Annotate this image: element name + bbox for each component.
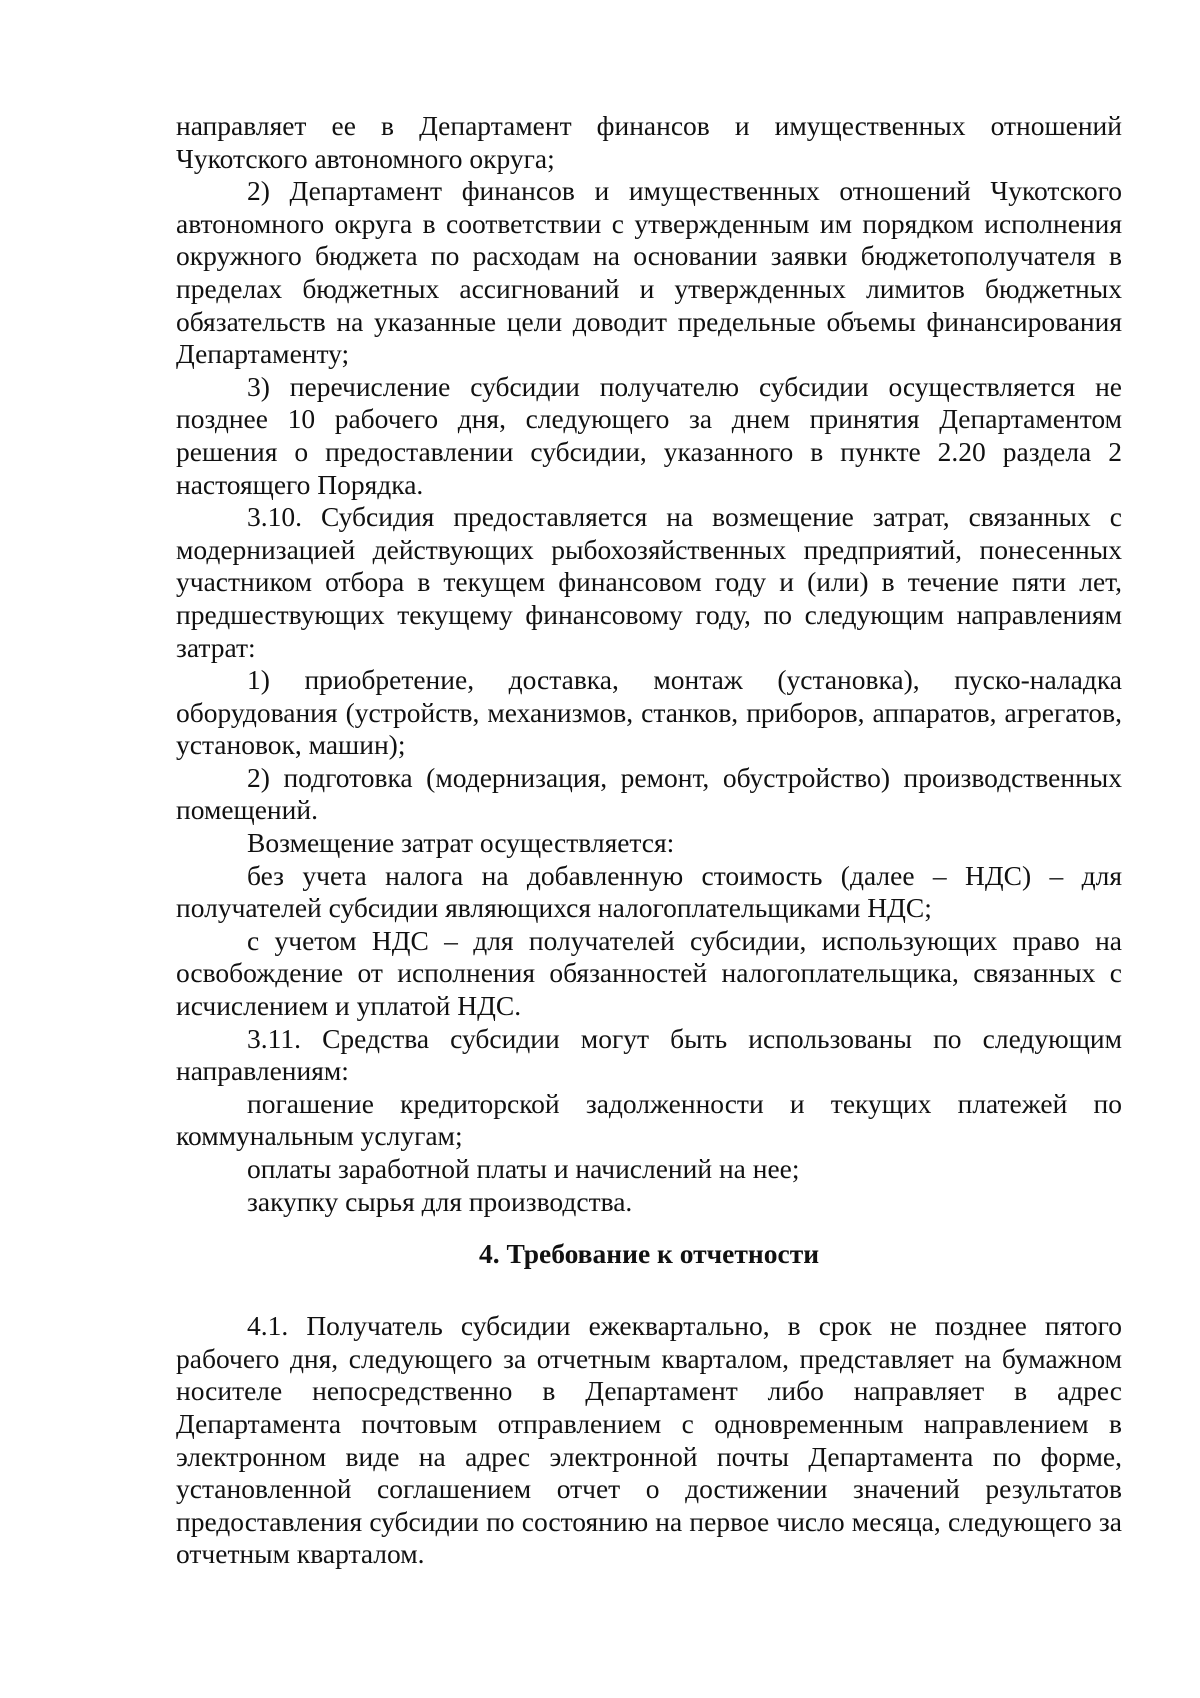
paragraph-cost-item-2-premises: 2) подготовка (модернизация, ремонт, обустройство) производственных помещений.	[176, 761, 1122, 826]
paragraph-without-vat: без учета налога на добавленную стоимость (далее – НДС) – для получателей субсидии являющихся налогоплательщиками НДС;	[176, 859, 1122, 924]
section-heading-reporting: 4. Требование к отчетности	[478, 1238, 820, 1270]
spacer	[176, 1296, 1122, 1310]
paragraph-continuation: направляет ее в Департамент финансов и имущественных отношений Чукотского автономного округа;	[176, 110, 1122, 174]
paragraph-item-3-subsidy-transfer: 3) перечисление субсидии получателю субсидии осуществляется не позднее 10 рабочего дня, следующего за днем принятия Департаментом решения о предоставлении субсидии, указанного в пункте 2.20 раздела 2 настоящего Порядка.	[176, 370, 1122, 500]
paragraph-usage-utilities: погашение кредиторской задолженности и текущих платежей по коммунальным услугам;	[176, 1087, 1122, 1152]
paragraph-3-10-subsidy-purpose: 3.10. Субсидия предоставляется на возмещение затрат, связанных с модернизацией действующих рыбохозяйственных предприятий, понесенных участником отбора в текущем финансовом году и (или) в течение пяти лет, предшествующих текущему финансовому году, по следующим направлениям затрат:	[176, 501, 1122, 663]
paragraph-4-1-reporting: 4.1. Получатель субсидии ежеквартально, в срок не позднее пятого рабочего дня, следующего за отчетным кварталом, представляет на бумажном носителе непосредственно в Департамент либо направляет в адрес Департамента почтовым отправлением с одновременным направлением в электронном виде на адрес электронной почты Департамента по форме, установленной соглашением отчет о достижении значений результатов предоставления субсидии по состоянию на первое число месяца, следующего за отчетным кварталом.	[176, 1310, 1122, 1570]
paragraph-reimbursement-intro: Возмещение затрат осуществляется:	[247, 827, 675, 859]
document-page	[176, 110, 1122, 1571]
paragraph-cost-item-1-equipment: 1) приобретение, доставка, монтаж (установка), пуско-наладка оборудования (устройств, механизмов, станков, приборов, аппаратов, агрегатов, установок, машин);	[176, 664, 1122, 761]
paragraph-item-2-department-finance: 2) Департамент финансов и имущественных отношений Чукотского автономного округа в соответствии с утвержденным им порядком исполнения окружного бюджета по расходам на основании заявки бюджетополучателя в пределах бюджетных ассигнований и утвержденных лимитов бюджетных обязательств на указанные цели доводит предельные объемы финансирования Департаменту;	[176, 175, 1122, 370]
paragraph-3-11-fund-usage: 3.11. Средства субсидии могут быть использованы по следующим направлениям:	[176, 1022, 1122, 1087]
paragraph-usage-salaries: оплаты заработной платы и начислений на нее;	[247, 1153, 800, 1184]
paragraph-with-vat: с учетом НДС – для получателей субсидии, использующих право на освобождение от исполнения обязанностей налогоплательщика, связанных с исчислением и уплатой НДС.	[176, 924, 1122, 1022]
paragraph-usage-raw-materials: закупку сырья для производства.	[247, 1185, 633, 1217]
